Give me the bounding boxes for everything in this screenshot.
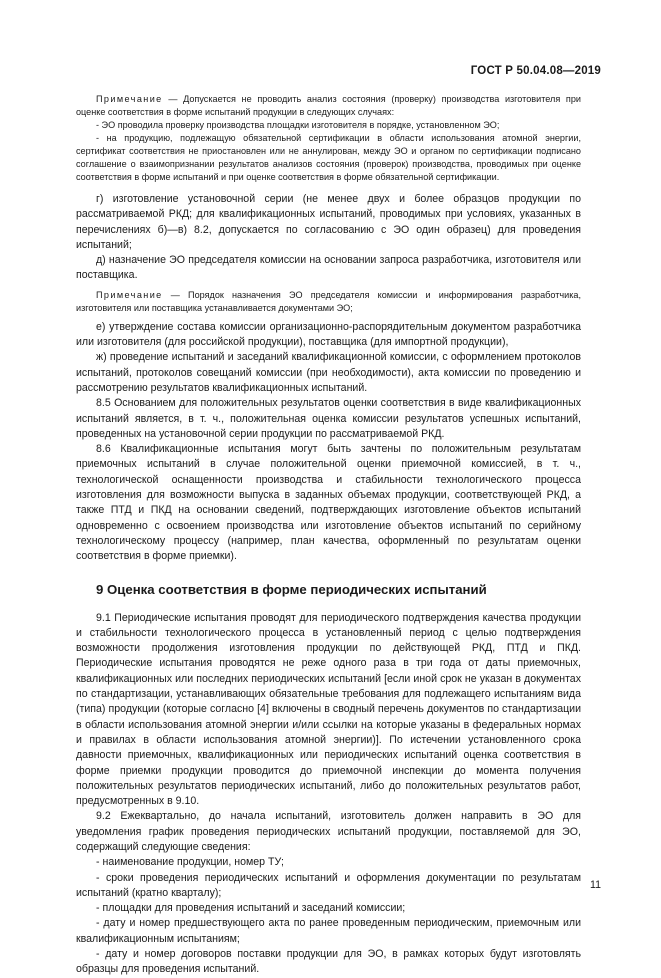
note-1-label: Примечание xyxy=(96,94,163,104)
note-1 xyxy=(76,93,581,119)
note-2 xyxy=(76,289,581,315)
paragraph-g: г) изготовление установочной серии (не менее двух и более образцов продукции по рассматриваемой РКД; для квалификационных испытаний, проводимых при условиях, указанных в перечислениях б)—в) 8.2, допускается по согласованию с ЭО один образец) для проведения испытаний; xyxy=(76,193,581,251)
paragraph-8-6: 8.6 Квалификационные испытания могут быть зачтены по положительным результатам приемочных испытаний в случае положительной оценки приемочной комиссией, в т. ч., технологической оснащенности производства и стабильности технологического процесса изготовления для возможности выпуска в заданных объемах продукции, соответствующей РКД, а также ПТД и ПКД на основании сведений, подтверждающих изготовление объектов испытаний одновременно с освоением производства или изготовление объектов испытаний по серийному технологическому процессу (например, план качества, оформленный по результатам оценки соответствия в форме приемки). xyxy=(76,443,581,563)
list-item: - наименование продукции, номер ТУ; xyxy=(96,856,284,869)
paragraph-zh: ж) проведение испытаний и заседаний квалификационной комиссии, с оформлением протоколов испытаний, протоколов совещаний комиссии (при необходимости), акта комиссии по проведению и рассмотрению результатов квалификационных испытаний. xyxy=(76,351,581,394)
paragraph-e: е) утверждение состава комиссии организационно-распорядительным документом разработчика или изготовителя (для российской продукции), поставщика (для импортной продукции), xyxy=(76,320,581,349)
paragraph-d: д) назначение ЭО председателя комиссии на основании запроса разработчика, изготовителя или поставщика. xyxy=(76,254,581,282)
note-1-item-2: - на продукцию, подлежащую обязательной сертификации в области использования атомной энергии, сертификат соответствия не приостановлен или не аннулирован, между ЭО и органом по сертификации подписано соглашение о взаимопризнании результатов анализов состояния (проверок) производства, проводимых при оценке соответствия в форме испытаний и при оценке соответствия в форме обязательной сертификации. xyxy=(76,133,581,182)
paragraph-9-2: 9.2 Ежеквартально, до начала испытаний, изготовитель должен направить в ЭО для уведомления график проведения периодических испытаний продукции, поставляемой для ЭО, содержащий следующие сведения: xyxy=(76,810,581,853)
paragraph-9-1: 9.1 Периодические испытания проводят для периодического подтверждения качества продукции и стабильности технологического процесса в установленный период с целью подтверждения возможности продолжения изготовления продукции по действующей РКД, ПТД и ПКД. Периодические испытания проводятся не реже одного раза в три года от даты приемочных, квалификационных или последних периодических испытаний [если иной срок не указан в документах по стандартизации, устанавливающих обязательные требования для подлежащего испытаниям вида (типа) продукции (которые согласно [4] включены в сводный перечень документов по стандартизации в области использования атомной энергии и/или ссылки на которые указаны в федеральных нормах и правилах в области использования атомной энергии)]. По истечении установленного срока давности приемочных, квалификационных или периодических испытаний оценка соответствия в форме приемки продукции проводится до приемочной инспекции до момента получения положительных результатов периодических испытаний, либо до положительных результатов работ, предусмотренных в 9.10. xyxy=(76,611,581,808)
list-item: - площадки для проведения испытаний и заседаний комиссии; xyxy=(96,902,406,915)
note-2-text: — Порядок назначения ЭО председателя комиссии и информирования разработчика, изготовителя или поставщика устанавливается документами ЭО; xyxy=(76,289,581,313)
note-2-label: Примечание xyxy=(96,289,163,300)
note-1-text: — Допускается не проводить анализ состояния (проверку) производства изготовителя при оценке соответствия в форме испытаний продукции в следующих случаях: xyxy=(76,94,581,117)
page-body xyxy=(76,93,581,978)
list-item: - дату и номер договоров поставки продукции для ЭО, в рамках которых будут изготовлять образцы для проведения испытаний. xyxy=(76,948,581,976)
page-number: 11 xyxy=(590,879,601,891)
list-item: - сроки проведения периодических испытаний и оформления документации по результатам испытаний (кратно кварталу); xyxy=(76,871,581,899)
document-code: ГОСТ Р 50.04.08—2019 xyxy=(470,65,601,77)
note-1-item-1: - ЭО проводила проверку производства площадки изготовителя в порядке, установленном ЭО; xyxy=(96,120,500,130)
paragraph-8-5: 8.5 Основанием для положительных результатов оценки соответствия в виде квалификационных испытаний является, в т. ч., положительная оценка комиссии результатов успешных испытаний, проведенных на установочной серии продукции по рассматриваемой РКД. xyxy=(76,397,581,440)
section-9-heading: 9 Оценка соответствия в форме периодических испытаний xyxy=(96,581,487,597)
list-item: - дату и номер предшествующего акта по ранее проведенным периодическим, приемочным или квалификационным испытаниям; xyxy=(76,917,581,945)
